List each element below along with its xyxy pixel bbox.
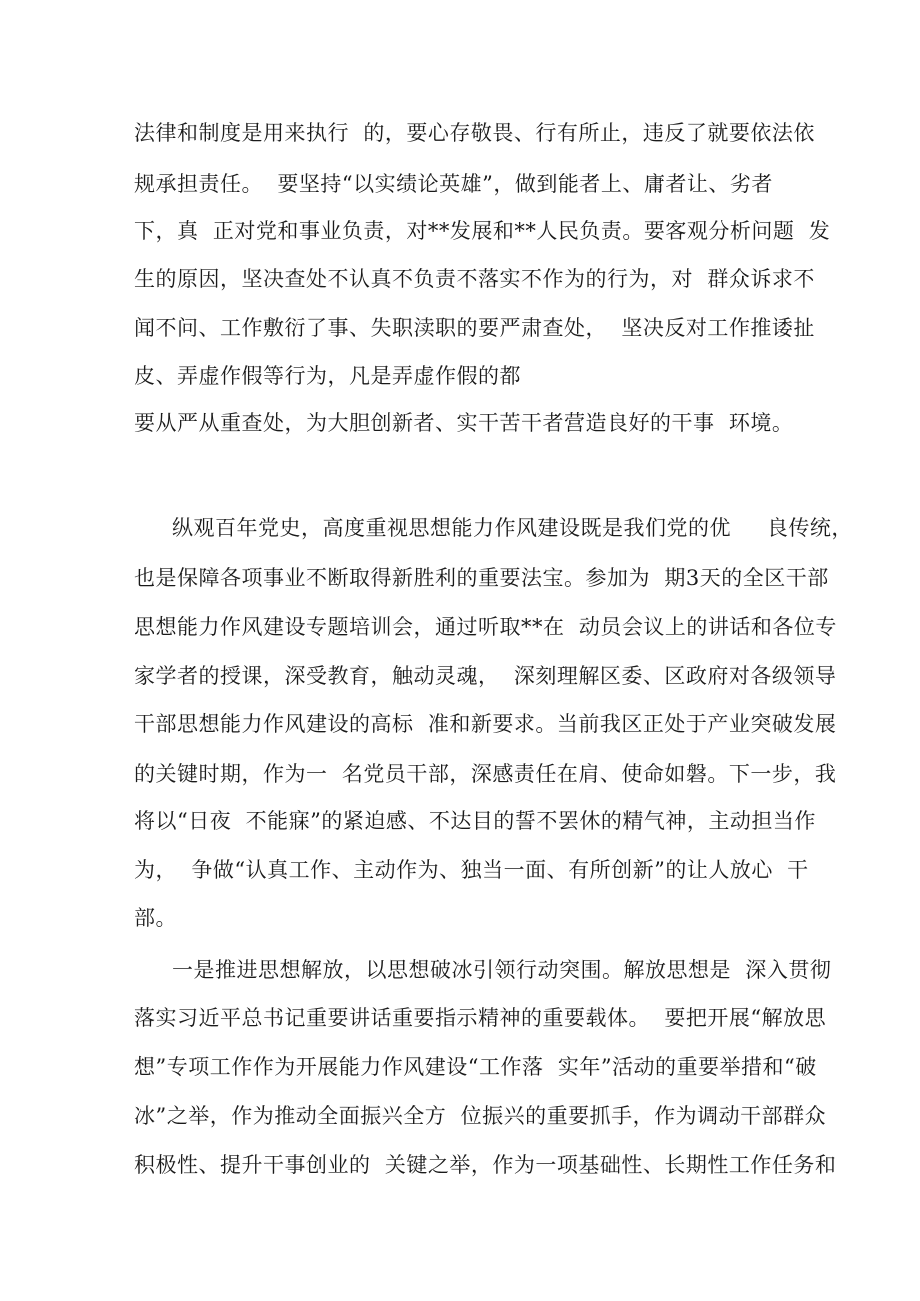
text-line: 要从严从重查处，为大胆创新者、实干苦干者营造良好的干事 环境。 [134,411,794,435]
text-line: 闻不问、工作敷衍了事、失职渎职的要严肃查处， 坚决反对工作推诿扯 [134,316,815,340]
text-line: 为， 争做“认真工作、主动作为、独当一面、有所创新”的让人放心 干 [134,858,809,882]
text-line: 家学者的授课，深受教育，触动灵魂， 深刻理解区委、区政府对各级领导 [134,664,837,688]
text-line: 一是推进思想解放，以思想破冰引领行动突围。解放思想是 深入贯彻 [172,958,832,982]
text-line: 下，真 正对党和事业负责，对**发展和**人民负责。要客观分析问题 发 [134,219,831,243]
text-line: 冰”之举，作为推动全面振兴全方 位振兴的重要抓手，作为调动干部群众 [134,1104,827,1128]
text-line: 将以“日夜 不能寐”的紧迫感、不达目的誓不罢休的精气神，主动担当作 [134,809,816,833]
text-line: 积极性、提升干事创业的 关键之举，作为一项基础性、长期性工作任务和 [134,1153,837,1177]
text-line: 的关键时期，作为一 名党员干部，深感责任在肩、使命如磐。下一步，我 [134,762,837,786]
text-line: 规承担责任。 要坚持“以实绩论英雄”，做到能者上、庸者让、劣者 [134,172,773,196]
text-line: 思想能力作风建设专题培训会，通过听取**在 动员会议上的讲话和各位专 [134,615,837,639]
text-line: 想”专项工作作为开展能力作风建设“工作落 实年”活动的重要举措和“破 [134,1055,817,1079]
text-line: 纵观百年党史，高度重视思想能力作风建设既是我们党的优 良传统， [172,516,853,540]
text-line: 也是保障各项事业不断取得新胜利的重要法宝。参加为 期3天的全区干部 [134,566,829,590]
text-line: 落实习近平总书记重要讲话重要指示精神的重要载体。 要把开展“解放思 [134,1006,827,1030]
text-line: 部。 [134,906,177,930]
text-line: 干部思想能力作风建设的高标 准和新要求。当前我区正处于产业突破发展 [134,712,837,736]
text-line: 生的原因，坚决查处不认真不负责不落实不作为的行为，对 群众诉求不 [134,267,815,291]
text-line: 法律和制度是用来执行 的，要心存敬畏、行有所止，违反了就要依法依 [134,121,815,145]
text-line: 皮、弄虚作假等行为，凡是弄虚作假的都 [134,364,521,388]
